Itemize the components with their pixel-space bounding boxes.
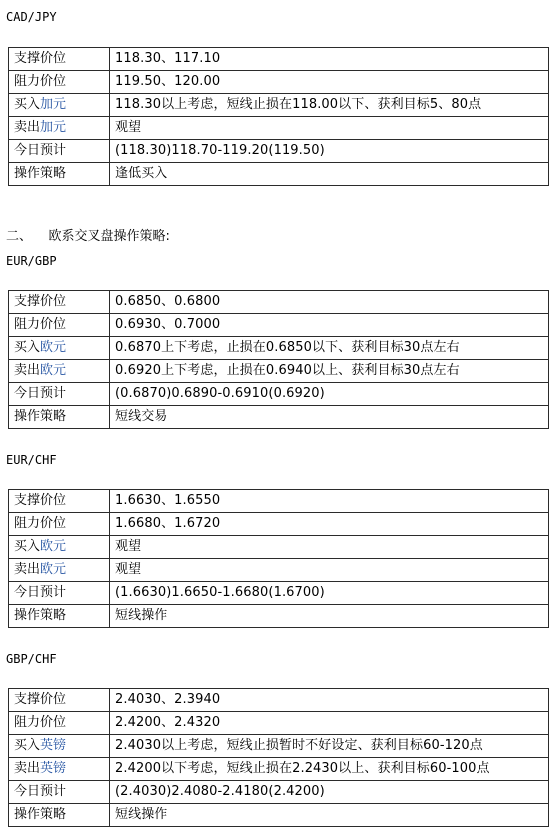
- row-label: 操作策略: [9, 605, 110, 628]
- cross-rates-heading: 二、 欧系交叉盘操作策略:: [6, 229, 170, 244]
- row-label: 支撑价位: [9, 48, 110, 71]
- row-label-prefix: 买入: [14, 97, 41, 112]
- table-row: [9, 605, 549, 628]
- table-row: [9, 513, 549, 536]
- table-row: [9, 689, 549, 712]
- row-label: [9, 758, 110, 781]
- row-value: (1.6630)1.6650-1.6680(1.6700): [110, 582, 549, 605]
- row-label: 阻力价位: [9, 712, 110, 735]
- row-label: 支撑价位: [9, 689, 110, 712]
- row-value: 短线交易: [110, 406, 549, 429]
- table-row: [9, 360, 549, 383]
- row-value: 观望: [110, 536, 549, 559]
- table-row: [9, 490, 549, 513]
- row-label: [9, 117, 110, 140]
- table-row: [9, 559, 549, 582]
- table-row: [9, 314, 549, 337]
- row-label: [9, 735, 110, 758]
- row-value: 119.50、120.00: [110, 71, 549, 94]
- row-label: 操作策略: [9, 804, 110, 827]
- row-value: 1.6680、1.6720: [110, 513, 549, 536]
- row-label: 支撑价位: [9, 490, 110, 513]
- strategy-table-gbp-chf: [8, 688, 549, 827]
- row-value: 2.4030、2.3940: [110, 689, 549, 712]
- row-label: 操作策略: [9, 406, 110, 429]
- row-label-prefix: 买入: [14, 340, 41, 355]
- table-row: [9, 804, 549, 827]
- strategy-table-cad-jpy: [8, 47, 549, 186]
- pair-heading-cad-jpy: CAD/JPY: [6, 10, 57, 24]
- row-value: 0.6850、0.6800: [110, 291, 549, 314]
- row-label-prefix: 卖出: [14, 761, 41, 776]
- table-row: [9, 94, 549, 117]
- currency-link[interactable]: 欧元: [40, 539, 67, 554]
- table-row: [9, 291, 549, 314]
- row-label: [9, 337, 110, 360]
- row-value: 短线操作: [110, 605, 549, 628]
- row-label: [9, 536, 110, 559]
- row-label-prefix: 买入: [14, 539, 41, 554]
- row-value: (118.30)118.70-119.20(119.50): [110, 140, 549, 163]
- pair-heading-eur-gbp: EUR/GBP: [6, 254, 57, 268]
- table-row: [9, 758, 549, 781]
- row-value: (0.6870)0.6890-0.6910(0.6920): [110, 383, 549, 406]
- row-value: (2.4030)2.4080-2.4180(2.4200): [110, 781, 549, 804]
- row-value: 1.6630、1.6550: [110, 490, 549, 513]
- table-row: [9, 582, 549, 605]
- table-row: [9, 536, 549, 559]
- row-value: 0.6930、0.7000: [110, 314, 549, 337]
- table-row: [9, 735, 549, 758]
- row-value: 逢低买入: [110, 163, 549, 186]
- row-label-prefix: 卖出: [14, 562, 41, 577]
- row-value: 观望: [110, 559, 549, 582]
- currency-link[interactable]: 欧元: [40, 562, 67, 577]
- currency-link[interactable]: 加元: [40, 120, 67, 135]
- currency-link[interactable]: 欧元: [40, 363, 67, 378]
- table-row: [9, 71, 549, 94]
- currency-link[interactable]: 欧元: [40, 340, 67, 355]
- row-label-prefix: 买入: [14, 738, 41, 753]
- table-row: [9, 781, 549, 804]
- table-row: [9, 163, 549, 186]
- row-label: 今日预计: [9, 140, 110, 163]
- row-label: 阻力价位: [9, 71, 110, 94]
- row-value: 2.4200、2.4320: [110, 712, 549, 735]
- row-label: 今日预计: [9, 582, 110, 605]
- row-label: 今日预计: [9, 383, 110, 406]
- table-row: [9, 383, 549, 406]
- row-label: 阻力价位: [9, 314, 110, 337]
- table-row: [9, 48, 549, 71]
- currency-link[interactable]: 英镑: [40, 761, 67, 776]
- row-value: 118.30、117.10: [110, 48, 549, 71]
- row-label: 支撑价位: [9, 291, 110, 314]
- row-value: 2.4200以下考虑，短线止损在2.2430以上、获利目标60-100点: [110, 758, 549, 781]
- currency-link[interactable]: 英镑: [40, 738, 67, 753]
- row-value: 0.6870上下考虑，止损在0.6850以下、获利目标30点左右: [110, 337, 549, 360]
- row-label: [9, 559, 110, 582]
- row-value: 2.4030以上考虑，短线止损暂时不好设定、获利目标60-120点: [110, 735, 549, 758]
- table-row: [9, 140, 549, 163]
- table-row: [9, 117, 549, 140]
- strategy-table-eur-chf: [8, 489, 549, 628]
- pair-heading-gbp-chf: GBP/CHF: [6, 652, 57, 666]
- row-value: 短线操作: [110, 804, 549, 827]
- row-value: 118.30以上考虑，短线止损在118.00以下、获利目标5、80点: [110, 94, 549, 117]
- row-value: 0.6920上下考虑，止损在0.6940以上、获利目标30点左右: [110, 360, 549, 383]
- table-row: [9, 337, 549, 360]
- row-label: 今日预计: [9, 781, 110, 804]
- row-label: 操作策略: [9, 163, 110, 186]
- row-label: 阻力价位: [9, 513, 110, 536]
- row-value: 观望: [110, 117, 549, 140]
- pair-heading-eur-chf: EUR/CHF: [6, 453, 57, 467]
- row-label-prefix: 卖出: [14, 363, 41, 378]
- strategy-table-eur-gbp: [8, 290, 549, 429]
- row-label-prefix: 卖出: [14, 120, 41, 135]
- row-label: [9, 94, 110, 117]
- table-row: [9, 712, 549, 735]
- row-label: [9, 360, 110, 383]
- table-row: [9, 406, 549, 429]
- currency-link[interactable]: 加元: [40, 97, 67, 112]
